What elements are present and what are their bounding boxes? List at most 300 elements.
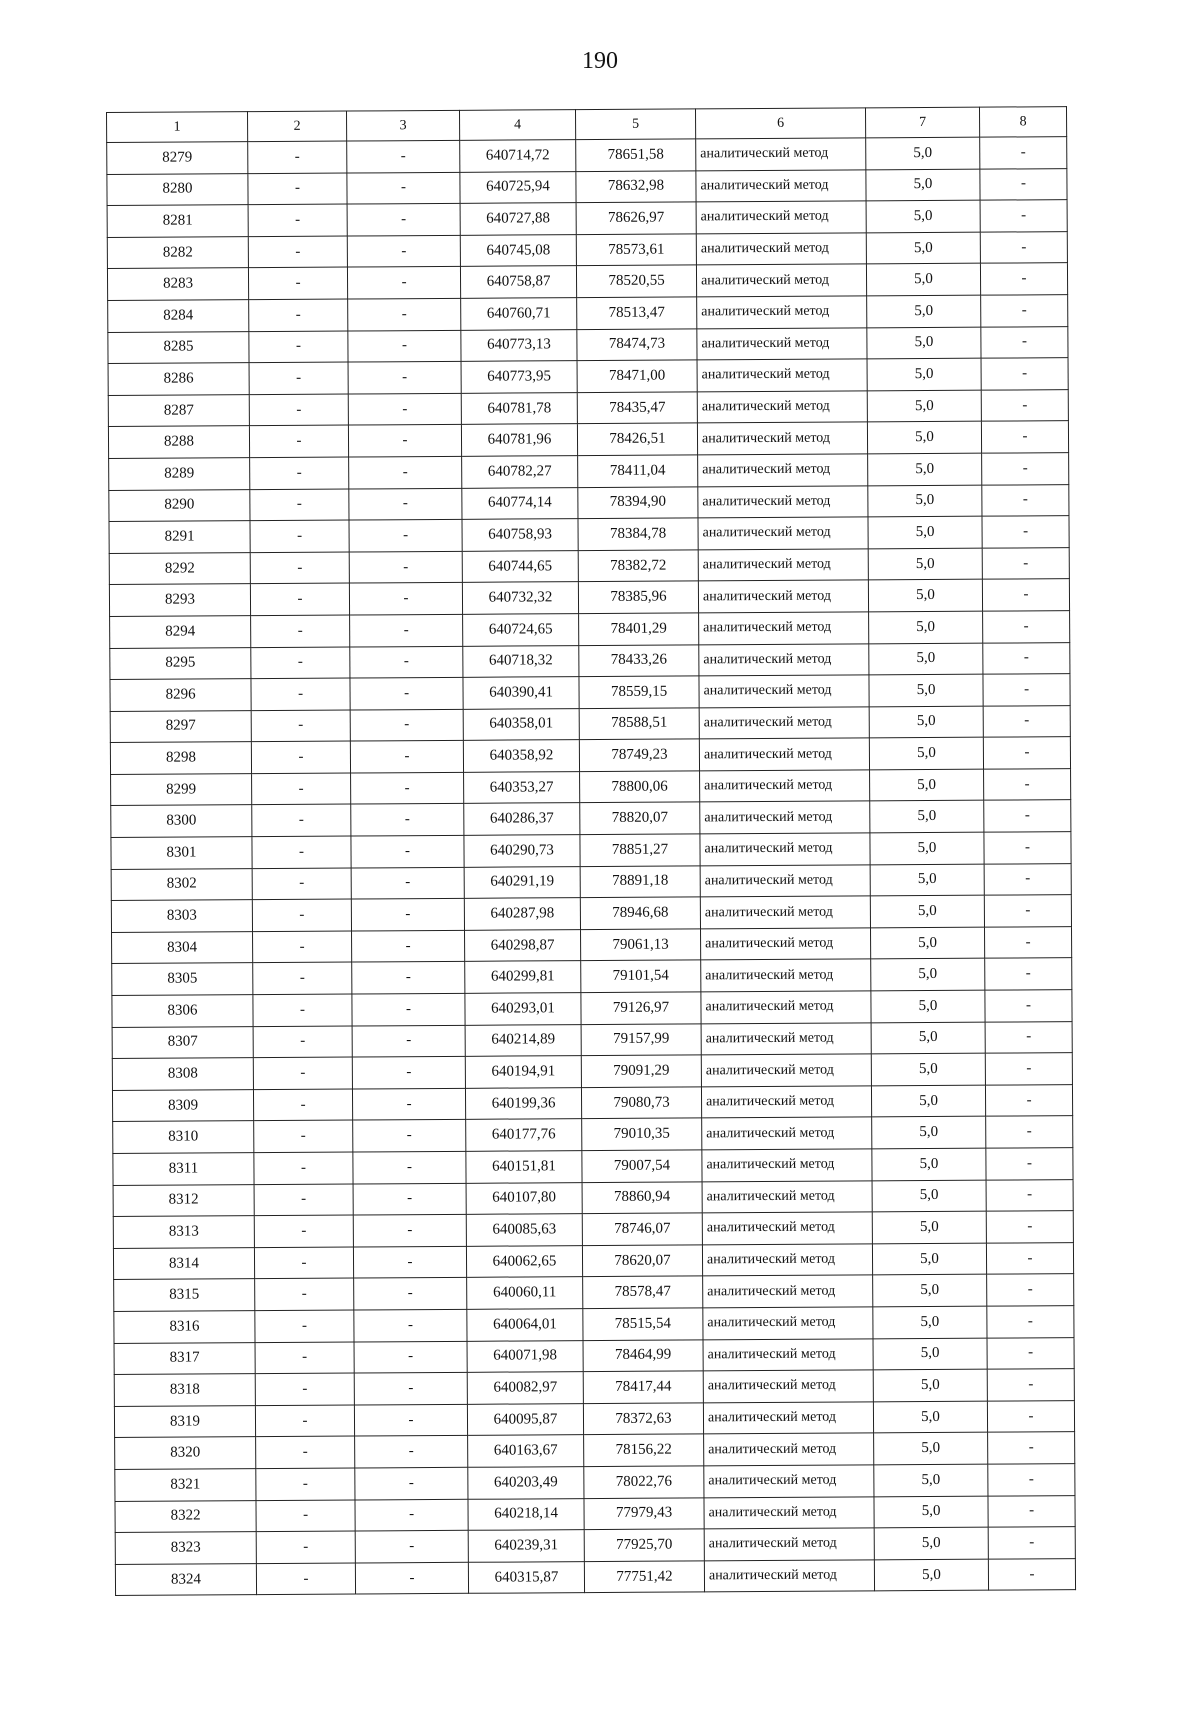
x-coordinate-cell: 640781,78: [461, 392, 577, 424]
col8-cell: -: [983, 674, 1070, 706]
col8-cell: -: [986, 1179, 1073, 1211]
method-cell: аналитический метод: [704, 1528, 874, 1561]
accuracy-cell: 5,0: [869, 706, 983, 738]
x-coordinate-cell: 640745,08: [460, 234, 576, 266]
x-coordinate-cell: 640082,97: [467, 1372, 583, 1404]
y-coordinate-cell: 78632,98: [576, 170, 696, 202]
x-coordinate-cell: 640062,65: [466, 1245, 582, 1277]
col2-cell: -: [254, 1184, 353, 1216]
method-cell: аналитический метод: [697, 296, 867, 329]
col2-cell: -: [253, 1026, 352, 1058]
x-coordinate-cell: 640194,91: [465, 1056, 581, 1088]
method-cell: аналитический метод: [698, 549, 868, 582]
y-coordinate-cell: 78435,47: [577, 392, 697, 424]
col8-cell: -: [987, 1274, 1074, 1306]
method-cell: аналитический метод: [699, 738, 869, 771]
x-coordinate-cell: 640732,32: [462, 582, 578, 614]
accuracy-cell: 5,0: [871, 1022, 985, 1054]
accuracy-cell: 5,0: [870, 895, 984, 927]
method-cell: аналитический метод: [700, 833, 870, 866]
x-coordinate-cell: 640203,49: [468, 1467, 584, 1499]
col2-cell: -: [255, 1405, 354, 1437]
method-cell: аналитический метод: [696, 264, 866, 297]
col2-cell: -: [252, 836, 351, 868]
method-cell: аналитический метод: [700, 896, 870, 929]
accuracy-cell: 5,0: [873, 1401, 987, 1433]
y-coordinate-cell: 77925,70: [584, 1529, 704, 1561]
point-number-cell: 8310: [113, 1121, 254, 1153]
col2-cell: -: [249, 425, 348, 457]
point-number-cell: 8321: [115, 1469, 256, 1501]
col3-cell: -: [354, 1372, 467, 1404]
y-coordinate-cell: 78385,96: [578, 581, 698, 613]
col3-cell: -: [352, 1057, 465, 1089]
accuracy-cell: 5,0: [867, 390, 981, 422]
x-coordinate-cell: 640095,87: [467, 1403, 583, 1435]
x-coordinate-cell: 640773,13: [461, 329, 577, 361]
col8-cell: -: [984, 895, 1071, 927]
col3-cell: -: [352, 930, 465, 962]
col8-cell: -: [986, 1211, 1073, 1243]
method-cell: аналитический метод: [702, 1244, 872, 1277]
y-coordinate-cell: 79091,29: [581, 1055, 701, 1087]
y-coordinate-cell: 78474,73: [577, 328, 697, 360]
x-coordinate-cell: 640199,36: [465, 1087, 581, 1119]
x-coordinate-cell: 640214,89: [465, 1024, 581, 1056]
col3-cell: -: [355, 1562, 468, 1594]
col2-cell: -: [249, 394, 348, 426]
col3-cell: -: [347, 172, 460, 204]
col8-cell: -: [982, 547, 1069, 579]
col3-cell: -: [354, 1404, 467, 1436]
method-cell: аналитический метод: [701, 1022, 871, 1055]
column-header: 5: [575, 109, 695, 140]
method-cell: аналитический метод: [698, 517, 868, 550]
y-coordinate-cell: 79010,35: [582, 1118, 702, 1150]
method-cell: аналитический метод: [703, 1338, 873, 1371]
x-coordinate-cell: 640353,27: [464, 771, 580, 803]
col2-cell: -: [253, 962, 352, 994]
y-coordinate-cell: 78515,54: [583, 1308, 703, 1340]
col8-cell: -: [987, 1369, 1074, 1401]
col3-cell: -: [347, 267, 460, 299]
accuracy-cell: 5,0: [866, 200, 980, 232]
col8-cell: -: [982, 453, 1069, 485]
x-coordinate-cell: 640774,14: [462, 487, 578, 519]
col3-cell: -: [349, 551, 462, 583]
x-coordinate-cell: 640358,01: [463, 708, 579, 740]
x-coordinate-cell: 640290,73: [464, 835, 580, 867]
point-number-cell: 8322: [115, 1500, 256, 1532]
method-cell: аналитический метод: [702, 1212, 872, 1245]
col8-cell: -: [986, 1148, 1073, 1180]
col3-cell: -: [347, 140, 460, 172]
col3-cell: -: [354, 1309, 467, 1341]
method-cell: аналитический метод: [696, 201, 866, 234]
y-coordinate-cell: 79126,97: [581, 992, 701, 1024]
col8-cell: -: [985, 1053, 1072, 1085]
col8-cell: -: [982, 484, 1069, 516]
y-coordinate-cell: 78382,72: [578, 550, 698, 582]
page-number: 190: [582, 48, 618, 74]
col2-cell: -: [251, 678, 350, 710]
accuracy-cell: 5,0: [868, 453, 982, 485]
point-number-cell: 8292: [109, 552, 250, 584]
col3-cell: -: [353, 1120, 466, 1152]
x-coordinate-cell: 640064,01: [467, 1309, 583, 1341]
col2-cell: -: [249, 331, 348, 363]
col2-cell: -: [251, 741, 350, 773]
col2-cell: -: [253, 994, 352, 1026]
accuracy-cell: 5,0: [871, 959, 985, 991]
col8-cell: -: [980, 231, 1067, 263]
point-number-cell: 8314: [113, 1247, 254, 1279]
col8-cell: -: [987, 1337, 1074, 1369]
x-coordinate-cell: 640315,87: [468, 1561, 584, 1593]
accuracy-cell: 5,0: [874, 1527, 988, 1559]
method-cell: аналитический метод: [701, 959, 871, 992]
method-cell: аналитический метод: [698, 580, 868, 613]
col3-cell: -: [354, 1278, 467, 1310]
point-number-cell: 8304: [112, 931, 253, 963]
x-coordinate-cell: 640107,80: [466, 1182, 582, 1214]
accuracy-cell: 5,0: [866, 137, 980, 169]
method-cell: аналитический метод: [702, 1180, 872, 1213]
y-coordinate-cell: 78426,51: [577, 423, 697, 455]
y-coordinate-cell: 78746,07: [582, 1213, 702, 1245]
col3-cell: -: [348, 298, 461, 330]
method-cell: аналитический метод: [701, 1054, 871, 1087]
accuracy-cell: 5,0: [874, 1464, 988, 1496]
y-coordinate-cell: 79157,99: [581, 1024, 701, 1056]
col8-cell: -: [985, 958, 1072, 990]
point-number-cell: 8298: [110, 742, 251, 774]
y-coordinate-cell: 78394,90: [578, 486, 698, 518]
x-coordinate-cell: 640758,93: [462, 519, 578, 551]
y-coordinate-cell: 78520,55: [576, 265, 696, 297]
col2-cell: -: [253, 931, 352, 963]
method-cell: аналитический метод: [701, 1086, 871, 1119]
accuracy-cell: 5,0: [870, 801, 984, 833]
point-number-cell: 8312: [113, 1184, 254, 1216]
accuracy-cell: 5,0: [867, 422, 981, 454]
coordinates-table-container: [106, 106, 1075, 1596]
accuracy-cell: 5,0: [870, 832, 984, 864]
col3-cell: -: [352, 962, 465, 994]
point-number-cell: 8283: [107, 268, 248, 300]
point-number-cell: 8318: [114, 1374, 255, 1406]
col2-cell: -: [249, 299, 348, 331]
col3-cell: -: [348, 330, 461, 362]
accuracy-cell: 5,0: [872, 1148, 986, 1180]
accuracy-cell: 5,0: [866, 264, 980, 296]
method-cell: аналитический метод: [697, 391, 867, 424]
x-coordinate-cell: 640714,72: [460, 140, 576, 172]
x-coordinate-cell: 640151,81: [466, 1151, 582, 1183]
col8-cell: -: [983, 705, 1070, 737]
column-header: 3: [346, 110, 459, 141]
col2-cell: -: [252, 773, 351, 805]
x-coordinate-cell: 640163,67: [468, 1435, 584, 1467]
col3-cell: -: [351, 772, 464, 804]
y-coordinate-cell: 78022,76: [584, 1466, 704, 1498]
accuracy-cell: 5,0: [873, 1338, 987, 1370]
point-number-cell: 8281: [107, 205, 248, 237]
col2-cell: -: [256, 1563, 355, 1595]
col3-cell: -: [350, 677, 463, 709]
y-coordinate-cell: 78513,47: [577, 297, 697, 329]
y-coordinate-cell: 78820,07: [580, 802, 700, 834]
method-cell: аналитический метод: [696, 233, 866, 266]
point-number-cell: 8293: [109, 584, 250, 616]
method-cell: аналитический метод: [696, 169, 866, 202]
col2-cell: -: [254, 1215, 353, 1247]
x-coordinate-cell: 640358,92: [463, 740, 579, 772]
y-coordinate-cell: 78860,94: [582, 1181, 702, 1213]
point-number-cell: 8289: [109, 458, 250, 490]
point-number-cell: 8287: [108, 394, 249, 426]
point-number-cell: 8299: [111, 773, 252, 805]
column-header: 2: [248, 111, 347, 142]
col3-cell: -: [353, 1151, 466, 1183]
y-coordinate-cell: 78384,78: [578, 518, 698, 550]
table-body: [107, 137, 1076, 1596]
point-number-cell: 8300: [111, 805, 252, 837]
point-number-cell: 8303: [111, 900, 252, 932]
col8-cell: -: [983, 737, 1070, 769]
col3-cell: -: [350, 709, 463, 741]
y-coordinate-cell: 78411,04: [578, 455, 698, 487]
accuracy-cell: 5,0: [874, 1496, 988, 1528]
col2-cell: -: [248, 236, 347, 268]
y-coordinate-cell: 78578,47: [583, 1276, 703, 1308]
col3-cell: -: [352, 1025, 465, 1057]
accuracy-cell: 5,0: [867, 327, 981, 359]
col2-cell: -: [255, 1310, 354, 1342]
point-number-cell: 8311: [113, 1153, 254, 1185]
col3-cell: -: [348, 425, 461, 457]
accuracy-cell: 5,0: [870, 769, 984, 801]
col8-cell: -: [980, 168, 1067, 200]
x-coordinate-cell: 640287,98: [464, 898, 580, 930]
accuracy-cell: 5,0: [873, 1275, 987, 1307]
col8-cell: -: [981, 358, 1068, 390]
method-cell: аналитический метод: [702, 1149, 872, 1182]
method-cell: аналитический метод: [701, 928, 871, 961]
method-cell: аналитический метод: [704, 1465, 874, 1498]
method-cell: аналитический метод: [697, 359, 867, 392]
method-cell: аналитический метод: [699, 612, 869, 645]
accuracy-cell: 5,0: [867, 358, 981, 390]
method-cell: аналитический метод: [703, 1402, 873, 1435]
point-number-cell: 8307: [112, 1026, 253, 1058]
point-number-cell: 8290: [109, 489, 250, 521]
x-coordinate-cell: 640773,95: [461, 361, 577, 393]
col3-cell: -: [350, 741, 463, 773]
method-cell: аналитический метод: [702, 1117, 872, 1150]
accuracy-cell: 5,0: [870, 864, 984, 896]
col3-cell: -: [349, 456, 462, 488]
col8-cell: -: [982, 516, 1069, 548]
x-coordinate-cell: 640782,27: [462, 456, 578, 488]
x-coordinate-cell: 640177,76: [466, 1119, 582, 1151]
method-cell: аналитический метод: [699, 707, 869, 740]
x-coordinate-cell: 640286,37: [464, 803, 580, 835]
y-coordinate-cell: 78946,68: [580, 897, 700, 929]
col2-cell: -: [252, 899, 351, 931]
y-coordinate-cell: 79061,13: [581, 929, 701, 961]
y-coordinate-cell: 78573,61: [576, 234, 696, 266]
col2-cell: -: [256, 1531, 355, 1563]
y-coordinate-cell: 78417,44: [583, 1371, 703, 1403]
y-coordinate-cell: 78626,97: [576, 202, 696, 234]
column-header: 8: [979, 107, 1066, 138]
point-number-cell: 8295: [110, 647, 251, 679]
point-number-cell: 8285: [108, 331, 249, 363]
point-number-cell: 8305: [112, 963, 253, 995]
col3-cell: -: [350, 646, 463, 678]
accuracy-cell: 5,0: [872, 1117, 986, 1149]
method-cell: аналитический метод: [703, 1370, 873, 1403]
column-header: 6: [695, 108, 865, 139]
y-coordinate-cell: 79007,54: [582, 1150, 702, 1182]
point-number-cell: 8309: [112, 1089, 253, 1121]
col8-cell: -: [988, 1495, 1075, 1527]
method-cell: аналитический метод: [703, 1307, 873, 1340]
col2-cell: -: [255, 1278, 354, 1310]
col8-cell: -: [984, 832, 1071, 864]
point-number-cell: 8291: [109, 521, 250, 553]
accuracy-cell: 5,0: [872, 1211, 986, 1243]
y-coordinate-cell: 78851,27: [580, 834, 700, 866]
col3-cell: -: [355, 1499, 468, 1531]
x-coordinate-cell: 640724,65: [463, 614, 579, 646]
col2-cell: -: [256, 1436, 355, 1468]
col3-cell: -: [352, 1088, 465, 1120]
x-coordinate-cell: 640758,87: [460, 266, 576, 298]
col2-cell: -: [250, 489, 349, 521]
y-coordinate-cell: 79101,54: [581, 960, 701, 992]
col8-cell: -: [980, 137, 1067, 169]
col8-cell: -: [987, 1400, 1074, 1432]
x-coordinate-cell: 640060,11: [467, 1277, 583, 1309]
accuracy-cell: 5,0: [870, 927, 984, 959]
col8-cell: -: [988, 1527, 1075, 1559]
col2-cell: -: [256, 1468, 355, 1500]
method-cell: аналитический метод: [700, 770, 870, 803]
point-number-cell: 8280: [107, 173, 248, 205]
point-number-cell: 8324: [115, 1563, 256, 1595]
point-number-cell: 8286: [108, 363, 249, 395]
col3-cell: -: [353, 1246, 466, 1278]
method-cell: аналитический метод: [696, 138, 866, 171]
accuracy-cell: 5,0: [868, 579, 982, 611]
col3-cell: -: [351, 899, 464, 931]
accuracy-cell: 5,0: [872, 1243, 986, 1275]
col2-cell: -: [254, 1152, 353, 1184]
y-coordinate-cell: 78464,99: [583, 1339, 703, 1371]
col8-cell: -: [987, 1306, 1074, 1338]
accuracy-cell: 5,0: [869, 674, 983, 706]
column-header: 1: [107, 112, 248, 143]
x-coordinate-cell: 640071,98: [467, 1340, 583, 1372]
y-coordinate-cell: 78891,18: [580, 866, 700, 898]
col8-cell: -: [981, 295, 1068, 327]
point-number-cell: 8308: [112, 1058, 253, 1090]
accuracy-cell: 5,0: [869, 611, 983, 643]
x-coordinate-cell: 640085,63: [466, 1214, 582, 1246]
col3-cell: -: [350, 614, 463, 646]
col3-cell: -: [355, 1530, 468, 1562]
coordinates-table: [106, 106, 1076, 1596]
col3-cell: -: [351, 867, 464, 899]
col3-cell: -: [352, 993, 465, 1025]
table-row: [115, 1558, 1075, 1595]
point-number-cell: 8320: [115, 1437, 256, 1469]
x-coordinate-cell: 640239,31: [468, 1530, 584, 1562]
col2-cell: -: [255, 1373, 354, 1405]
accuracy-cell: 5,0: [871, 1053, 985, 1085]
col2-cell: -: [252, 804, 351, 836]
y-coordinate-cell: 79080,73: [581, 1087, 701, 1119]
method-cell: аналитический метод: [704, 1433, 874, 1466]
col2-cell: -: [251, 647, 350, 679]
x-coordinate-cell: 640298,87: [465, 929, 581, 961]
method-cell: аналитический метод: [701, 991, 871, 1024]
point-number-cell: 8279: [107, 142, 248, 174]
point-number-cell: 8306: [112, 995, 253, 1027]
x-coordinate-cell: 640218,14: [468, 1498, 584, 1530]
col3-cell: -: [353, 1215, 466, 1247]
y-coordinate-cell: 77979,43: [584, 1497, 704, 1529]
col8-cell: -: [982, 579, 1069, 611]
col3-cell: -: [355, 1467, 468, 1499]
accuracy-cell: 5,0: [868, 516, 982, 548]
accuracy-cell: 5,0: [871, 1085, 985, 1117]
y-coordinate-cell: 78559,15: [579, 676, 699, 708]
col2-cell: -: [256, 1500, 355, 1532]
col8-cell: -: [988, 1464, 1075, 1496]
col8-cell: -: [984, 768, 1071, 800]
accuracy-cell: 5,0: [872, 1180, 986, 1212]
col3-cell: -: [351, 835, 464, 867]
col2-cell: -: [254, 1247, 353, 1279]
col8-cell: -: [986, 1116, 1073, 1148]
col3-cell: -: [349, 488, 462, 520]
col2-cell: -: [251, 710, 350, 742]
col2-cell: -: [253, 1057, 352, 1089]
col2-cell: -: [248, 204, 347, 236]
col2-cell: -: [254, 1120, 353, 1152]
method-cell: аналитический метод: [698, 485, 868, 518]
method-cell: аналитический метод: [697, 422, 867, 455]
col8-cell: -: [984, 863, 1071, 895]
col2-cell: -: [248, 141, 347, 173]
col3-cell: -: [351, 804, 464, 836]
x-coordinate-cell: 640744,65: [462, 550, 578, 582]
col2-cell: -: [248, 173, 347, 205]
accuracy-cell: 5,0: [867, 295, 981, 327]
y-coordinate-cell: 78156,22: [584, 1434, 704, 1466]
accuracy-cell: 5,0: [874, 1432, 988, 1464]
point-number-cell: 8313: [113, 1216, 254, 1248]
col2-cell: -: [250, 552, 349, 584]
y-coordinate-cell: 78800,06: [580, 771, 700, 803]
col8-cell: -: [984, 800, 1071, 832]
x-coordinate-cell: 640760,71: [461, 298, 577, 330]
col2-cell: -: [250, 583, 349, 615]
accuracy-cell: 5,0: [874, 1559, 988, 1591]
